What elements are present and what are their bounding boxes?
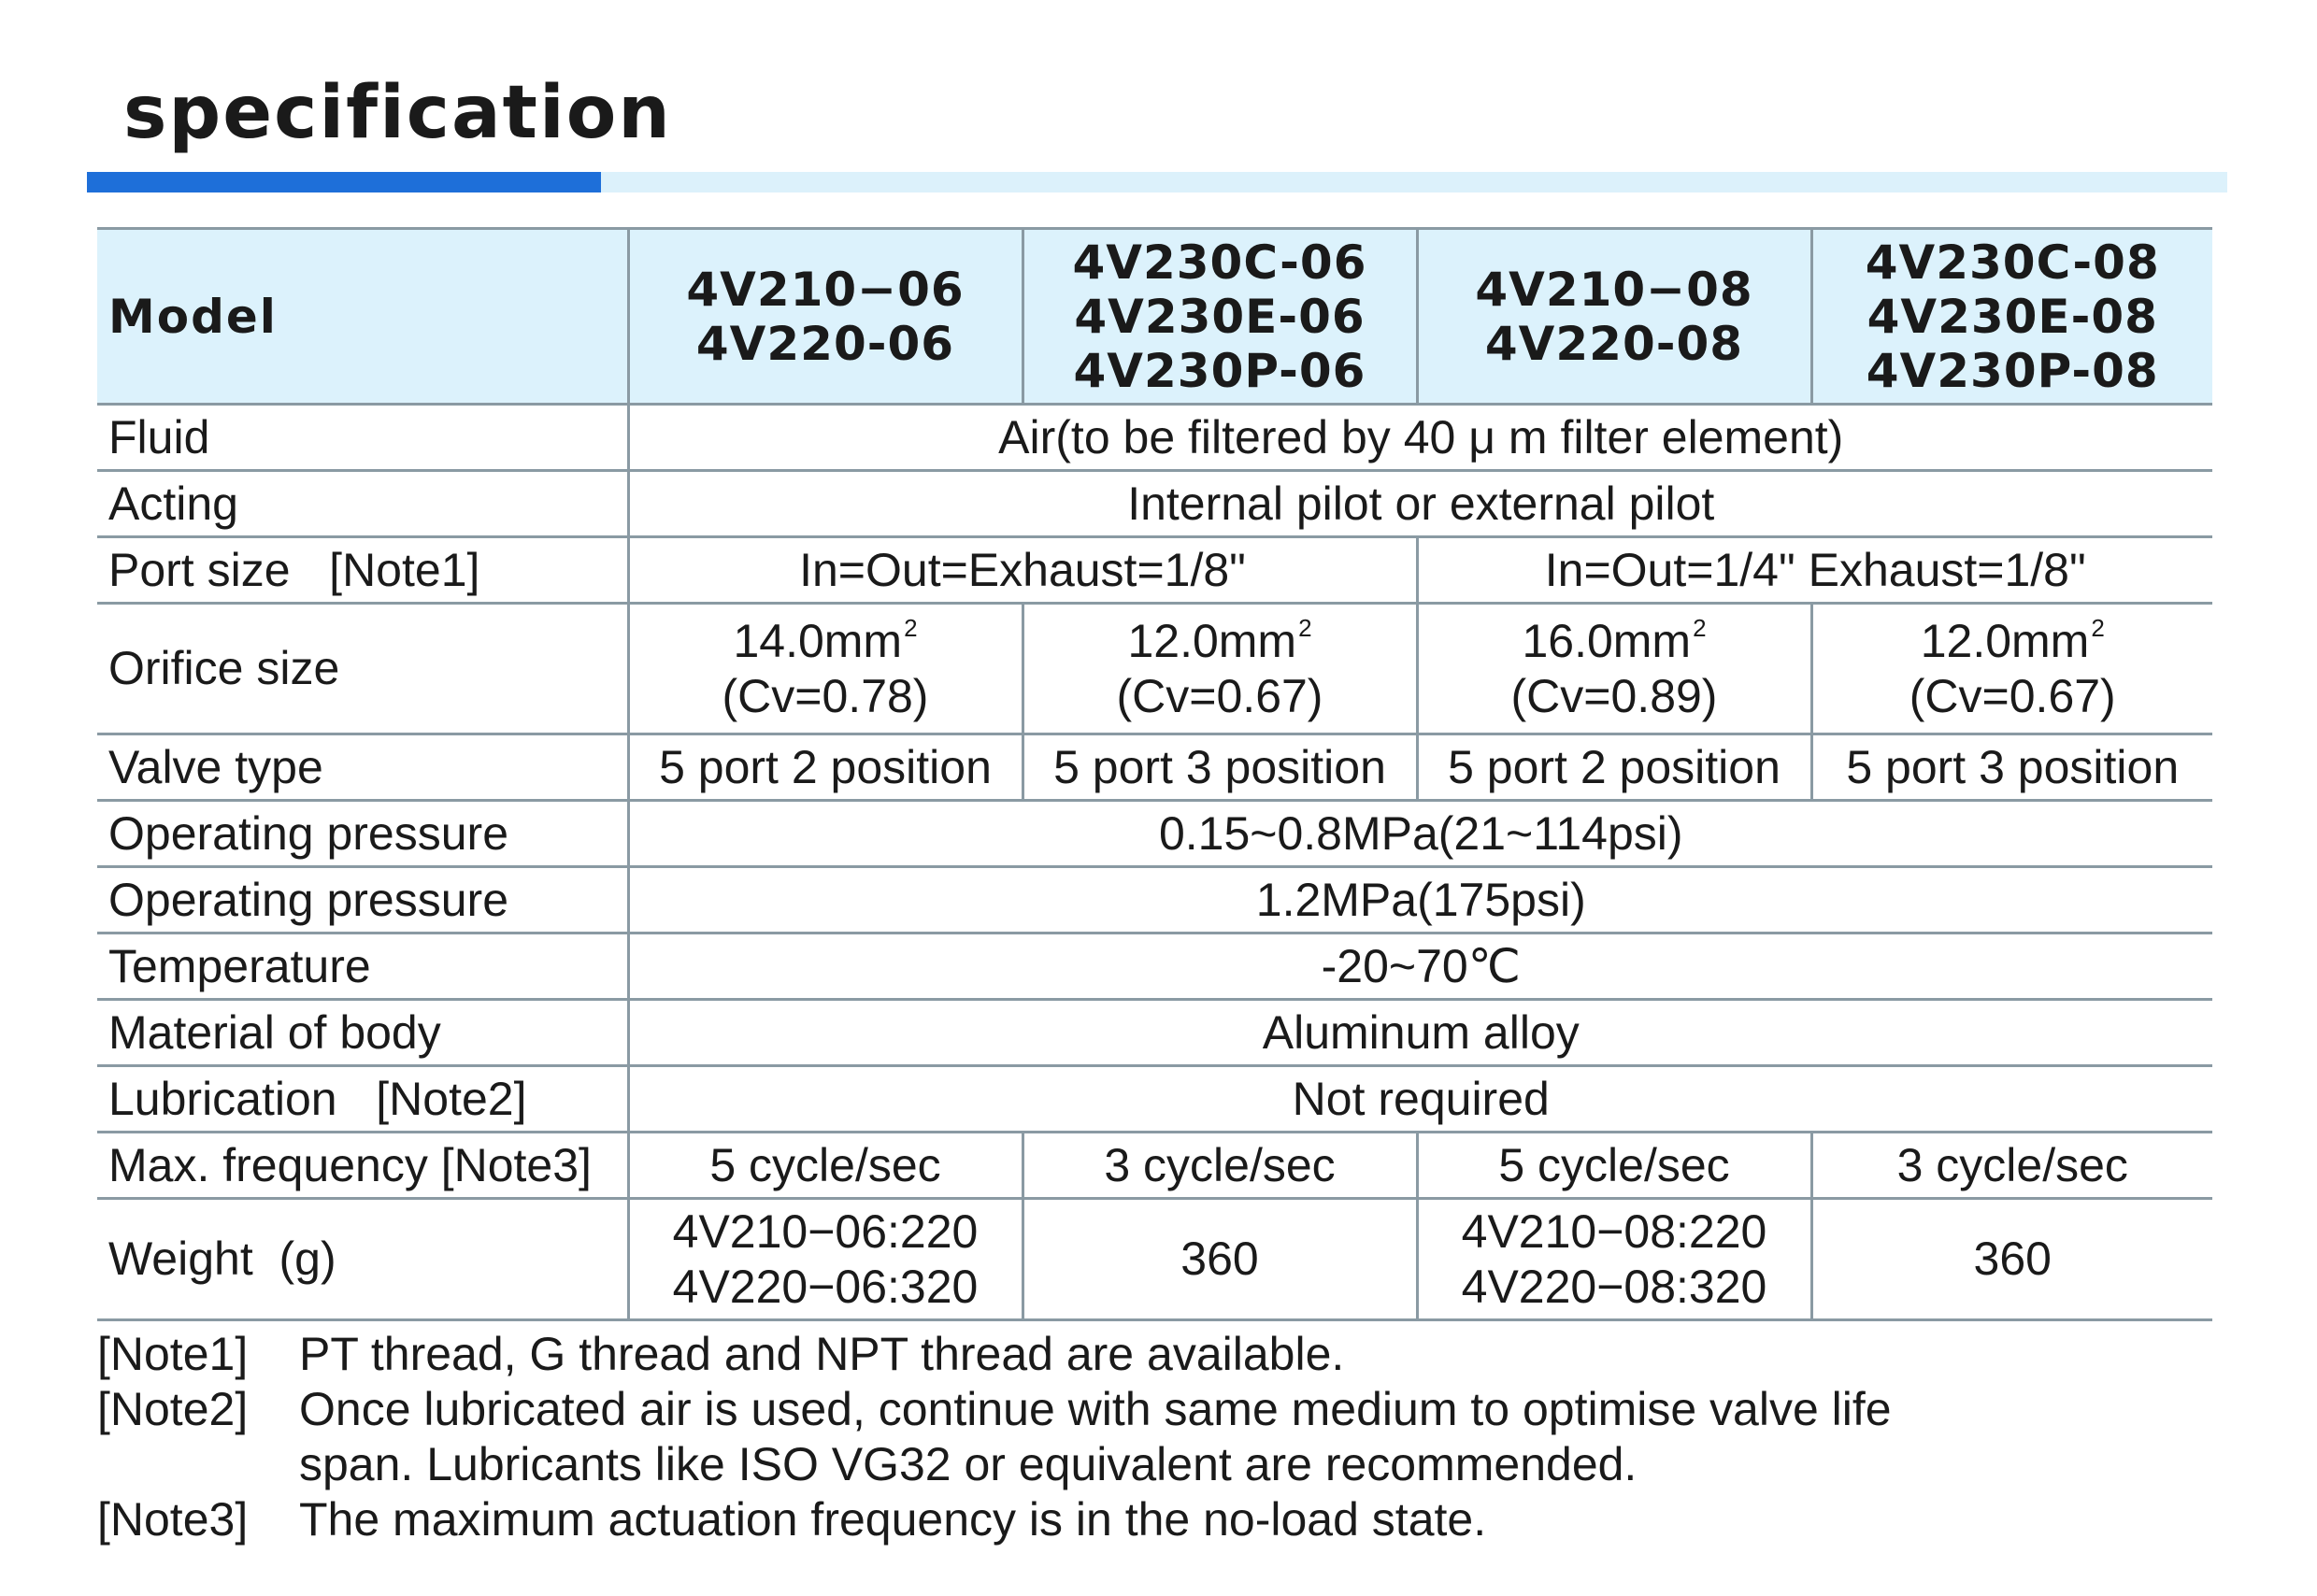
row-label: Acting <box>97 471 628 537</box>
model-name: 4V230C-06 <box>1072 235 1367 290</box>
row-operating-pressure <box>97 867 2212 933</box>
model-name: 4V210−06 <box>686 262 965 317</box>
valve-type-value: 5 port 3 position <box>1023 734 1417 801</box>
specification-table <box>97 227 2212 1321</box>
weight-value: 4V220−08:320 <box>1461 1260 1767 1313</box>
weight-value: 360 <box>1023 1199 1417 1320</box>
row-port-size <box>97 537 2212 604</box>
row-label: Lubrication [Note2] <box>97 1066 628 1133</box>
row-label: Weight (g) <box>97 1199 628 1320</box>
row-operating-pressure <box>97 801 2212 867</box>
lubrication-value: Not required <box>628 1066 2212 1133</box>
model-label: Model <box>97 229 628 405</box>
orifice-cv: (Cv=0.67) <box>1116 669 1323 722</box>
orifice-cell <box>628 604 1023 734</box>
temperature-value: -20~70℃ <box>628 933 2212 1000</box>
note-tag: [Note3] <box>97 1493 249 1546</box>
model-name: 4V230C-08 <box>1865 235 2160 290</box>
frequency-value: 5 cycle/sec <box>1417 1133 1811 1199</box>
weight-value: 4V220−06:320 <box>672 1260 979 1313</box>
weight-cell <box>628 1199 1023 1320</box>
valve-type-value: 5 port 2 position <box>1417 734 1811 801</box>
row-acting <box>97 471 2212 537</box>
frequency-value: 3 cycle/sec <box>1811 1133 2212 1199</box>
model-col-1 <box>628 229 1023 405</box>
note-text: The maximum actuation frequency is in the no-load state. <box>299 1493 1487 1546</box>
orifice-cv: (Cv=0.89) <box>1510 669 1718 722</box>
row-material <box>97 1000 2212 1066</box>
orifice-cv: (Cv=0.78) <box>722 669 929 722</box>
note <box>97 1492 2247 1547</box>
fluid-value: Air(to be filtered by 40 μ m filter element) <box>628 405 2212 471</box>
superscript: 2 <box>2091 613 2105 642</box>
row-valve-type <box>97 734 2212 801</box>
superscript: 2 <box>1298 613 1312 642</box>
row-label: Valve type <box>97 734 628 801</box>
valve-type-value: 5 port 2 position <box>628 734 1023 801</box>
weight-value: 4V210−08:220 <box>1461 1204 1767 1258</box>
port-size-value: In=Out=1/4" Exhaust=1/8" <box>1417 537 2212 604</box>
row-label: Fluid <box>97 405 628 471</box>
orifice-area: 12.0mm <box>1127 614 1297 667</box>
superscript: 2 <box>904 613 918 642</box>
notes-section <box>97 1327 2247 1547</box>
row-lubrication <box>97 1066 2212 1133</box>
row-fluid <box>97 405 2212 471</box>
model-col-3 <box>1417 229 1811 405</box>
operating-pressure-value: 1.2MPa(175psi) <box>628 867 2212 933</box>
title-underline-accent <box>87 172 601 192</box>
header-row <box>97 229 2212 405</box>
note <box>97 1327 2247 1382</box>
note <box>97 1382 2247 1437</box>
row-label: Orifice size <box>97 604 628 734</box>
acting-value: Internal pilot or external pilot <box>628 471 2212 537</box>
operating-pressure-value: 0.15~0.8MPa(21~114psi) <box>628 801 2212 867</box>
orifice-cv: (Cv=0.67) <box>1909 669 2116 722</box>
model-name: 4V230E-06 <box>1074 289 1366 344</box>
note-text: Once lubricated air is used, continue with same medium to optimise valve life <box>299 1383 1892 1435</box>
page-title: specification <box>123 71 672 155</box>
model-name: 4V220-08 <box>1484 316 1744 371</box>
port-size-value: In=Out=Exhaust=1/8" <box>628 537 1417 604</box>
weight-value: 360 <box>1811 1199 2212 1320</box>
model-col-2 <box>1023 229 1417 405</box>
row-label: Temperature <box>97 933 628 1000</box>
row-label: Operating pressure <box>97 801 628 867</box>
orifice-cell <box>1811 604 2212 734</box>
frequency-value: 3 cycle/sec <box>1023 1133 1417 1199</box>
row-max-frequency <box>97 1133 2212 1199</box>
model-col-4 <box>1811 229 2212 405</box>
row-orifice-size <box>97 604 2212 734</box>
valve-type-value: 5 port 3 position <box>1811 734 2212 801</box>
row-temperature <box>97 933 2212 1000</box>
material-value: Aluminum alloy <box>628 1000 2212 1066</box>
weight-cell <box>1417 1199 1811 1320</box>
frequency-value: 5 cycle/sec <box>628 1133 1023 1199</box>
model-name: 4V230P-08 <box>1866 343 2159 398</box>
model-name: 4V230E-08 <box>1866 289 2158 344</box>
weight-value: 4V210−06:220 <box>672 1204 979 1258</box>
orifice-area: 16.0mm <box>1522 614 1692 667</box>
row-label: Operating pressure <box>97 867 628 933</box>
orifice-area: 12.0mm <box>1920 614 2090 667</box>
note-continuation <box>97 1437 2247 1492</box>
orifice-cell <box>1417 604 1811 734</box>
row-label: Port size [Note1] <box>97 537 628 604</box>
orifice-area: 14.0mm <box>733 614 903 667</box>
superscript: 2 <box>1693 613 1707 642</box>
model-name: 4V210−08 <box>1475 262 1753 317</box>
model-name: 4V220-06 <box>695 316 955 371</box>
note-text: PT thread, G thread and NPT thread are available. <box>299 1328 1345 1380</box>
orifice-cell <box>1023 604 1417 734</box>
note-tag: [Note1] <box>97 1328 249 1380</box>
note-text: span. Lubricants like ISO VG32 or equivalent are recommended. <box>299 1438 1638 1490</box>
row-label: Max. frequency [Note3] <box>97 1133 628 1199</box>
note-tag: [Note2] <box>97 1383 249 1435</box>
model-name: 4V230P-06 <box>1073 343 1366 398</box>
row-weight <box>97 1199 2212 1320</box>
row-label: Material of body <box>97 1000 628 1066</box>
